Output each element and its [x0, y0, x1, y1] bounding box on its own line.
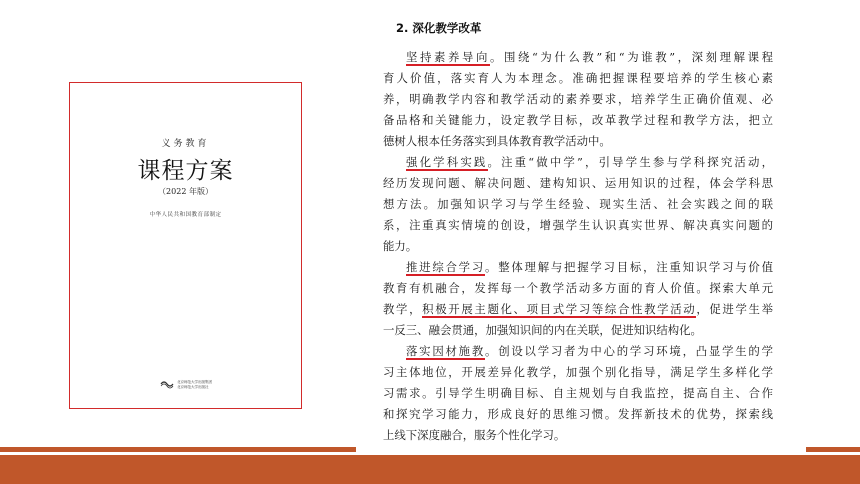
line-text: 经历发现问题、解决问题、建构知识、运用知识的过程，体会学科思	[383, 176, 773, 190]
footer-accent-line-left	[0, 447, 356, 452]
line-text: ，促进学生举	[696, 302, 773, 316]
paragraph-4-line	[383, 362, 773, 383]
paragraph-2-line	[383, 194, 773, 215]
paragraph-2-line	[383, 215, 773, 236]
line-text: 。整体理解与把握学习目标，注重知识学习与价值	[485, 260, 773, 274]
previous-line-fragment	[384, 0, 584, 1]
paragraph-3-line	[383, 299, 773, 320]
line-text: 能力。	[383, 239, 418, 253]
underlined-keyphrase: 强化学科实践	[406, 155, 488, 169]
publisher-logo	[160, 377, 220, 391]
cover-series: 义务教育	[161, 139, 210, 149]
footer-accent-line-right	[806, 447, 860, 452]
paragraph-2-line	[383, 236, 773, 257]
line-text: 。围绕“为什么教”和“为谁教”，深刻理解课程	[489, 50, 773, 64]
line-text: 备品格和关键能力，设定教学目标，改革教学过程和教学方法，把立	[383, 113, 773, 127]
line-text: 教学，	[383, 302, 423, 316]
line-text: 。创设以学习者为中心的学习环境，凸显学生的学	[485, 344, 773, 358]
line-text: 习需求。引导学生明确目标、自主规划与自我监控，提高自主、合作	[383, 386, 773, 400]
line-text: 和探究学习能力，形成良好的思维习惯。发挥新技术的优势，探索线	[383, 407, 773, 421]
cover-publisher: 中华人民共和国教育部制定	[149, 212, 222, 218]
document-body	[383, 47, 773, 446]
line-text: 育人价值，落实育人为本理念。准确把握课程要培养的学生核心素	[383, 71, 773, 85]
publisher-logo-icon	[160, 379, 174, 389]
paragraph-3-line	[383, 257, 773, 278]
line-text: 德树人根本任务落实到具体教育教学活动中。	[383, 134, 611, 148]
paragraph-3-line	[383, 278, 773, 299]
line-text: 想方法。加强知识学习与学生经验、现实生活、社会实践之间的联	[383, 197, 773, 211]
logo-line-1: 北京师范大学出版集团	[177, 379, 212, 384]
paragraph-1-line	[383, 131, 773, 152]
line-text: 习主体地位，开展差异化教学，加强个别化指导，满足学生多样化学	[383, 365, 773, 379]
paragraph-2-line	[383, 152, 773, 173]
logo-line-2: 北京师范大学出版社	[177, 384, 209, 389]
line-text: 。注重“做中学”，引导学生参与学科探究活动，	[487, 155, 773, 169]
footer-bar	[0, 455, 860, 484]
paragraph-3-line	[383, 320, 773, 341]
underlined-keyphrase: 落实因材施教	[406, 344, 486, 358]
underlined-keyphrase: 坚持素养导向	[406, 50, 490, 64]
underlined-keyphrase: 推进综合学习	[406, 260, 486, 274]
paragraph-1-line	[383, 89, 773, 110]
line-text: 上线下深度融合，服务个性化学习。	[383, 428, 566, 442]
line-text: 教育有机融合，发挥每一个教学活动多方面的育人价值。探索大单元	[383, 281, 773, 295]
cover-edition: （2022 年版）	[158, 187, 213, 196]
section-heading: 2. 深化教学改革	[396, 21, 482, 35]
line-text: 养，明确教学内容和教学活动的素养要求，培养学生正确价值观、必	[383, 92, 773, 106]
book-cover	[69, 82, 302, 409]
paragraph-2-line	[383, 173, 773, 194]
document-page	[356, 0, 806, 452]
paragraph-1-line	[383, 110, 773, 131]
paragraph-1-line	[383, 68, 773, 89]
line-text: 一反三、融会贯通，加强知识间的内在关联，促进知识结构化。	[383, 323, 702, 337]
line-text: 系，注重真实情境的创设，增强学生认识真实世界、解决真实问题的	[383, 218, 773, 232]
paragraph-4-line	[383, 341, 773, 362]
paragraph-1-line	[383, 47, 773, 68]
paragraph-4-line	[383, 425, 773, 446]
cover-title: 课程方案	[137, 158, 234, 184]
paragraph-4-line	[383, 383, 773, 404]
paragraph-4-line	[383, 404, 773, 425]
underlined-keyphrase: 积极开展主题化、项目式学习等综合性教学活动	[422, 302, 697, 316]
